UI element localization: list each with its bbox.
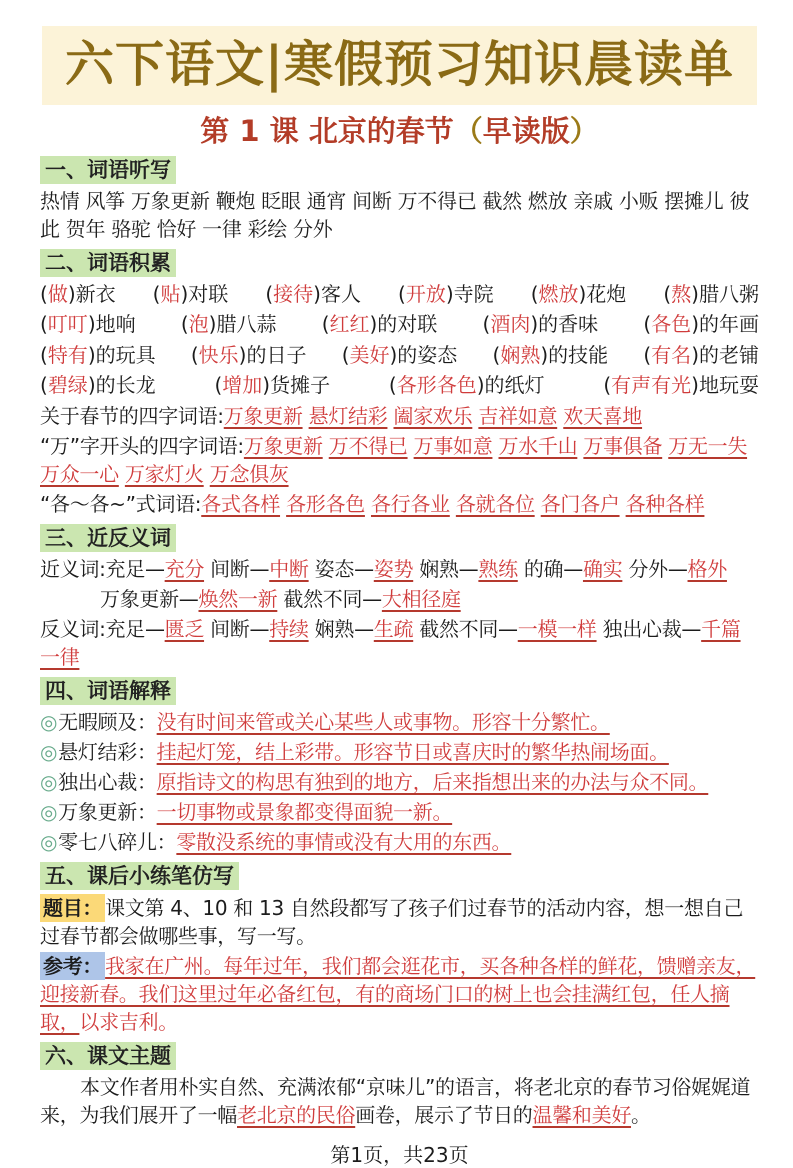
word-pair-row-4 <box>40 371 759 399</box>
text-segment: 无暇顾及： <box>58 710 157 735</box>
word-pair <box>398 280 494 308</box>
text-segment: 近义词:充足— <box>40 556 165 581</box>
circle-bullet-icon: ◎ <box>40 830 58 855</box>
text-segment: 间断— <box>204 556 270 581</box>
text-segment: ( <box>388 373 397 398</box>
text-segment: 熟练 <box>478 556 518 581</box>
word-pair <box>153 280 229 308</box>
text-segment: 独出心裁： <box>58 770 157 795</box>
spring-festival-idioms <box>40 402 759 430</box>
word-pair <box>493 341 609 369</box>
text-segment: 万无一失 <box>668 433 748 458</box>
text-segment: )的老铺 <box>691 342 759 367</box>
circle-bullet-icon: ◎ <box>40 710 58 735</box>
section-header-5 <box>40 863 759 890</box>
text-segment: ( <box>40 312 48 337</box>
word-pair <box>191 341 307 369</box>
section-header-2 <box>40 250 759 277</box>
word-pair <box>214 371 330 399</box>
text-segment: 各式各样 <box>201 491 281 516</box>
section-header-4-label: 四、词语解释 <box>40 677 176 705</box>
text-segment: 各就各位 <box>455 491 535 516</box>
text-segment: 增加 <box>222 373 263 398</box>
text-segment: 娴熟— <box>308 616 374 641</box>
text-segment: 贴 <box>160 282 181 307</box>
text-segment: )对联 <box>180 282 229 307</box>
text-segment: 悬灯结彩 <box>308 403 388 428</box>
section-header-1 <box>40 157 759 184</box>
text-segment: ( <box>40 342 48 367</box>
text-segment: 各行各业 <box>370 491 450 516</box>
text-segment: ( <box>341 342 350 367</box>
text-segment: 万念俱灰 <box>209 461 289 486</box>
text-segment: “各～各~”式词语: <box>40 491 202 516</box>
text-segment: 截然不同— <box>277 586 382 611</box>
word-pair <box>40 310 136 338</box>
section-header-4 <box>40 678 759 705</box>
text-segment: 截然不同— <box>413 616 518 641</box>
circle-bullet-icon: ◎ <box>40 800 58 825</box>
word-pair <box>603 371 759 399</box>
text-segment: 各形各色 <box>396 373 477 398</box>
section-header-6-label: 六、课文主题 <box>40 1042 176 1070</box>
text-segment: 娴熟— <box>413 556 479 581</box>
synonyms-line-1 <box>40 555 759 583</box>
text-segment: )新衣 <box>67 282 116 307</box>
word-pair <box>40 371 156 399</box>
text-segment: ( <box>492 342 501 367</box>
text-segment: 接待 <box>273 282 314 307</box>
text-segment: 泡 <box>188 312 209 337</box>
text-segment: )寺院 <box>445 282 494 307</box>
word-pair <box>531 280 627 308</box>
text-segment: )花炮 <box>578 282 627 307</box>
text-segment: 欢天喜地 <box>563 403 643 428</box>
text-segment: ( <box>40 282 48 307</box>
definition-4 <box>40 798 759 826</box>
wan-idioms <box>40 432 759 488</box>
text-segment: 开放 <box>405 282 446 307</box>
definition-2 <box>40 738 759 766</box>
section-header-5-label: 五、课后小练笔仿写 <box>40 862 239 890</box>
text-segment: 姿势 <box>373 556 414 581</box>
text-segment: )腊八粥 <box>691 282 759 307</box>
text-segment: 万事俱备 <box>583 433 663 458</box>
text-segment: 红红 <box>329 312 370 337</box>
text-segment: 叮叮 <box>47 312 88 337</box>
text-segment: 热情 风筝 万象更新 鞭炮 眨眼 通宵 间断 万不得已 截然 燃放 亲戚 小贩 摆摊儿 彼此 贺年 骆驼 恰好 一律 彩绘 分外 <box>40 188 750 241</box>
text-segment: ( <box>398 282 406 307</box>
text-segment: )的年画 <box>691 312 759 337</box>
subtitle-segment: 早读版 <box>482 114 570 149</box>
text-segment: ( <box>40 373 48 398</box>
text-segment: 匮乏 <box>164 616 205 641</box>
text-segment: ( <box>152 282 161 307</box>
text-segment: 间断— <box>204 616 270 641</box>
subtitle-segment: （ <box>453 114 483 149</box>
subtitle-segment: ） <box>569 114 599 149</box>
text-segment: 燃放 <box>538 282 579 307</box>
word-pair <box>389 371 545 399</box>
text-segment: 温馨和美好 <box>532 1102 632 1127</box>
definition-3 <box>40 768 759 796</box>
circle-bullet-icon: ◎ <box>40 770 58 795</box>
section-header-3 <box>40 525 759 552</box>
text-segment: ( <box>603 373 612 398</box>
text-segment: )的日子 <box>238 342 307 367</box>
section-header-2-label: 二、词语积累 <box>40 249 176 277</box>
text-segment: 老北京的民俗 <box>237 1102 356 1127</box>
text-segment: 碧绿 <box>47 373 88 398</box>
text-segment: ( <box>265 282 274 307</box>
antonyms-line <box>40 615 759 671</box>
word-pair-row-1 <box>40 280 759 308</box>
text-segment: 的确— <box>517 556 583 581</box>
text-segment: 特有 <box>47 342 88 367</box>
text-segment: )的技能 <box>540 342 609 367</box>
text-segment: )的对联 <box>369 312 438 337</box>
theme-paragraph <box>40 1073 759 1129</box>
text-segment: 。 <box>631 1102 651 1127</box>
text-segment: 万象更新 <box>223 403 303 428</box>
definition-1 <box>40 708 759 736</box>
text-segment: 万象更新： <box>58 800 157 825</box>
text-segment: 零散没系统的事情或没有大用的东西。 <box>176 830 512 855</box>
text-segment: “万”字开头的四字词语: <box>40 433 244 458</box>
text-segment: 各形各色 <box>286 491 365 516</box>
word-pair <box>181 310 277 338</box>
word-pair <box>483 310 599 338</box>
text-segment: 千篇一律 <box>40 616 741 669</box>
subtitle-segment: 第 1 课 北京的春节 <box>200 114 454 149</box>
text-segment: 大相径庭 <box>381 586 461 611</box>
definition-5 <box>40 828 759 856</box>
text-segment: )货摊子 <box>262 373 331 398</box>
text-segment: 一切事物或景象都变得面貌一新。 <box>156 800 453 825</box>
text-segment: 各种各样 <box>625 491 705 516</box>
text-segment: 各门各户 <box>540 491 620 516</box>
word-pair-row-3 <box>40 341 759 369</box>
word-pair <box>40 341 156 369</box>
text-segment: 画卷，展示了节日的 <box>355 1102 533 1127</box>
text-segment: 各色 <box>651 312 692 337</box>
text-segment: 充分 <box>164 556 205 581</box>
text-segment: 反义词:充足— <box>40 616 165 641</box>
synonyms-line-2 <box>40 585 759 613</box>
text-segment: 吉祥如意 <box>478 403 558 428</box>
text-segment: 没有时间来管或关心某些人或事物。形容十分繁忙。 <box>156 710 610 735</box>
text-segment: 万家灯火 <box>124 461 204 486</box>
exercise-topic <box>40 894 759 950</box>
text-segment: 万象更新 <box>243 433 323 458</box>
section-header-1-label: 一、词语听写 <box>40 156 176 184</box>
text-segment: 焕然一新 <box>198 586 278 611</box>
text-segment: )客人 <box>313 282 361 307</box>
circle-bullet-icon: ◎ <box>40 740 58 765</box>
text-segment: ( <box>321 312 330 337</box>
word-pair <box>342 341 458 369</box>
text-segment: )的纸灯 <box>476 373 545 398</box>
word-pair-row-2 <box>40 310 759 338</box>
text-segment: ( <box>643 312 652 337</box>
word-pair <box>643 341 759 369</box>
text-segment: 分外— <box>622 556 688 581</box>
content-blocks <box>40 157 759 1129</box>
text-segment: ( <box>482 312 491 337</box>
text-segment: 熬 <box>671 282 692 307</box>
text-segment: 娴熟 <box>500 342 541 367</box>
text-segment: 姿态— <box>308 556 374 581</box>
text-segment: )的长龙 <box>87 373 156 398</box>
page-number: 第1页，共23页 <box>330 1142 469 1167</box>
text-segment: )地玩耍 <box>691 373 759 398</box>
text-segment: 酒肉 <box>490 312 531 337</box>
text-segment: 万事如意 <box>413 433 493 458</box>
text-segment: ( <box>214 373 223 398</box>
text-segment: )地响 <box>87 312 136 337</box>
text-segment: )腊八蒜 <box>208 312 277 337</box>
text-segment: ( <box>180 312 189 337</box>
text-segment: 有名 <box>651 342 692 367</box>
word-pair <box>322 310 438 338</box>
title-banner <box>42 26 757 105</box>
text-segment: 课文第 4、10 和 13 自然段都写了孩子们过春节的活动内容，想一想自己过春节都会做哪些事，写一写。 <box>40 895 744 948</box>
text-segment: 美好 <box>349 342 390 367</box>
text-segment: 关于春节的四字词语: <box>40 403 224 428</box>
text-segment: 确实 <box>582 556 623 581</box>
text-segment: 生疏 <box>373 616 414 641</box>
text-segment: 快乐 <box>198 342 239 367</box>
lesson-subtitle <box>40 113 759 149</box>
text-segment: 原指诗文的构思有独到的地方，后来指想出来的办法与众不同。 <box>156 770 709 795</box>
text-segment: 万象更新— <box>100 586 199 611</box>
text-segment: 本文作者用朴实自然、充满浓郁“京味儿”的语言，将老北京的春节习俗娓娓道来，为我们展开了一幅 <box>40 1074 751 1127</box>
text-segment: 参考： <box>40 952 105 980</box>
section-header-6 <box>40 1043 759 1070</box>
text-segment: 题目： <box>40 894 105 922</box>
text-segment: ( <box>530 282 539 307</box>
text-segment: 万众一心 <box>40 461 119 486</box>
word-pair <box>40 280 116 308</box>
text-segment: 以求吉利。 <box>79 1009 178 1034</box>
text-segment: 一模一样 <box>517 616 597 641</box>
text-segment: 阖家欢乐 <box>393 403 473 428</box>
word-pair <box>643 310 759 338</box>
ge-pattern-words <box>40 490 759 518</box>
word-pair <box>663 280 759 308</box>
text-segment: ( <box>643 342 652 367</box>
text-segment: 悬灯结彩： <box>58 740 157 765</box>
text-segment: )的姿态 <box>389 342 458 367</box>
text-segment: 有声有光 <box>611 373 692 398</box>
section-header-3-label: 三、近反义词 <box>40 524 176 552</box>
text-segment: )的玩具 <box>87 342 156 367</box>
text-segment: 持续 <box>269 616 309 641</box>
text-segment: 零七八碎儿： <box>58 830 177 855</box>
exercise-reference <box>40 952 759 1036</box>
text-segment: 独出心裁— <box>596 616 702 641</box>
text-segment: 格外 <box>687 556 727 581</box>
word-pair <box>265 280 361 308</box>
text-segment: )的香味 <box>530 312 599 337</box>
text-segment: 做 <box>47 282 68 307</box>
dictation-words <box>40 187 759 243</box>
page-title: 六下语文|寒假预习知识晨读单 <box>65 36 734 93</box>
text-segment: 我家在广州。每年过年，我们都会逛花市，买各种各样的鲜花，馈赠亲友，迎接新春。我们这里过年必备红包，有的商场门口的树上也会挂满红包，任人摘取， <box>40 953 756 1034</box>
text-segment: ( <box>190 342 199 367</box>
text-segment: 万不得已 <box>328 433 408 458</box>
text-segment: 万水千山 <box>498 433 578 458</box>
text-segment: 中断 <box>269 556 309 581</box>
text-segment: 挂起灯笼，结上彩带。形容节日或喜庆时的繁华热闹场面。 <box>156 740 669 765</box>
text-segment: ( <box>663 282 672 307</box>
